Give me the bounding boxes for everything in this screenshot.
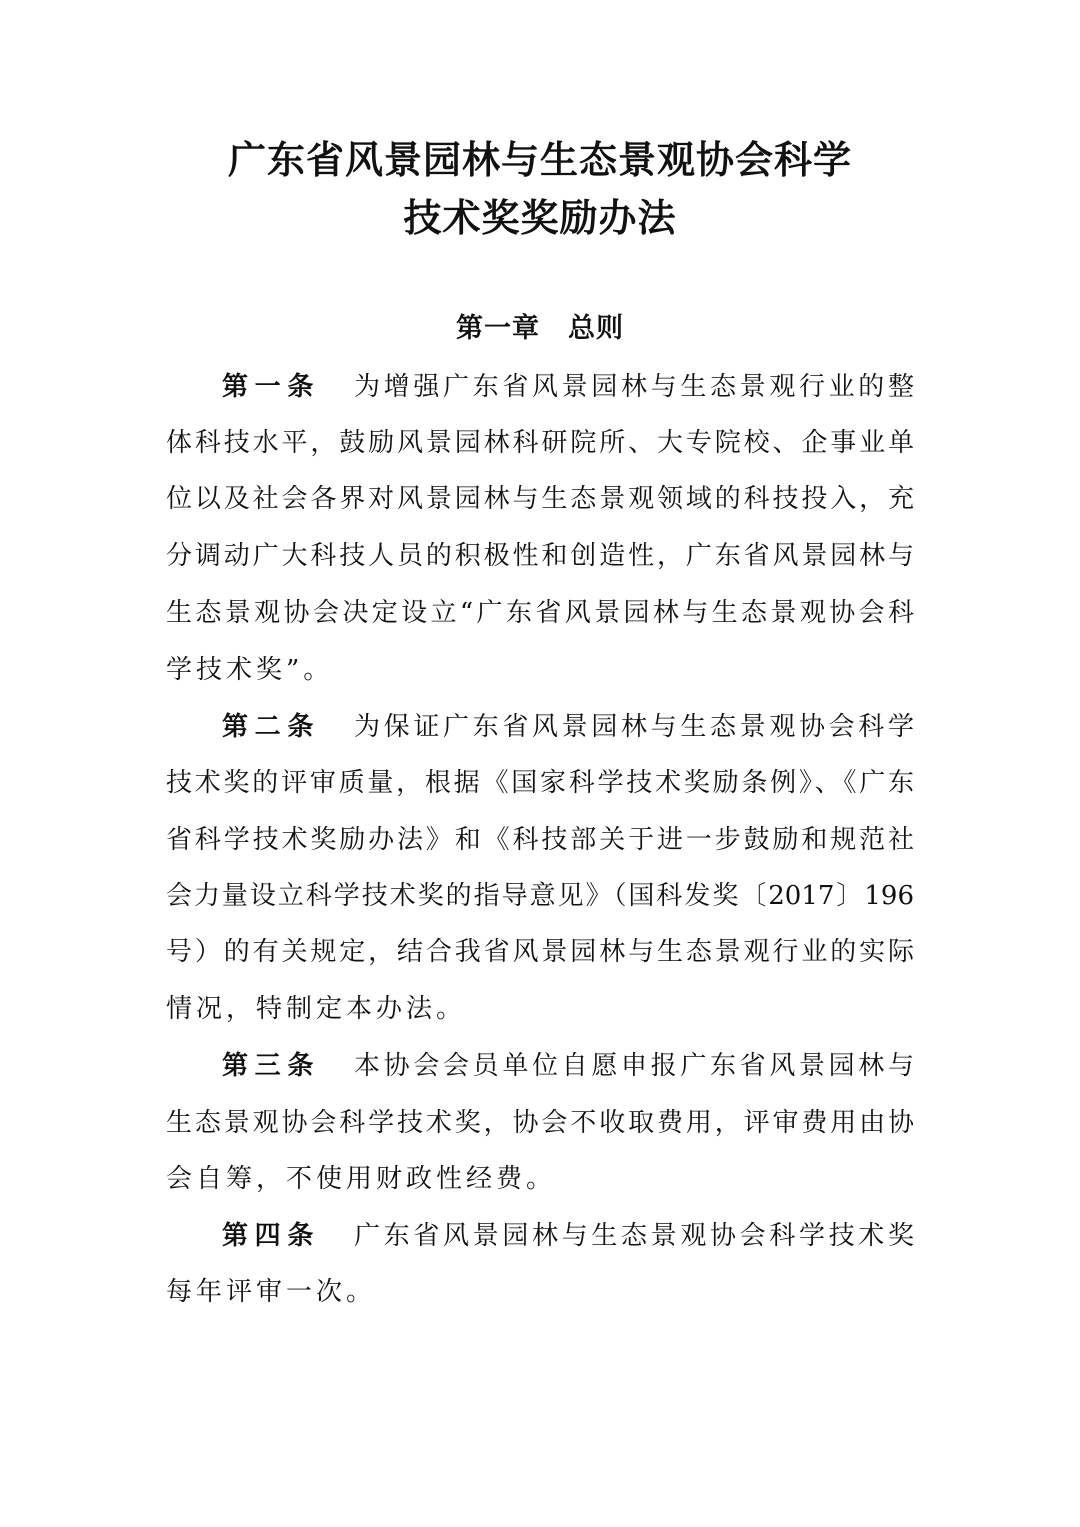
- article-4-first-line: [222, 1219, 914, 1253]
- article-3-line-2: 生态景观协会科学技术奖，协会不收取费用，评审费用由协: [166, 1108, 914, 1138]
- article-2-first-line: [222, 710, 914, 744]
- article-2-label: 第二条: [222, 712, 320, 742]
- article-4-label: 第四条: [222, 1221, 320, 1251]
- article-2-line-3: 省科学技术奖励办法》和《科技部关于进一步鼓励和规范社: [166, 825, 914, 855]
- article-3-label: 第三条: [222, 1051, 320, 1081]
- article-1-text: 为增强广东省风景园林与生态景观行业的整: [354, 372, 914, 402]
- article-3-first-line: [222, 1049, 914, 1083]
- article-1-label: 第一条: [222, 372, 320, 402]
- article-2-text: 为保证广东省风景园林与生态景观协会科学: [354, 712, 914, 742]
- article-1-line-2: 体科技水平，鼓励风景园林科研院所、大专院校、企事业单: [166, 428, 914, 458]
- article-2-line-5: 号）的有关规定，结合我省风景园林与生态景观行业的实际: [166, 937, 914, 967]
- article-1-first-line: [222, 370, 914, 404]
- article-2-line-2: 技术奖的评审质量，根据《国家科学技术奖励条例》、《广东: [166, 768, 914, 798]
- article-3-text: 本协会会员单位自愿申报广东省风景园林与: [354, 1051, 914, 1081]
- article-3-line-3: 会自筹，不使用财政性经费。: [166, 1164, 557, 1194]
- article-4-text: 广东省风景园林与生态景观协会科学技术奖: [354, 1221, 914, 1251]
- article-4-line-2: 每年评审一次。: [166, 1277, 377, 1307]
- chapter-heading: 第一章 总则: [456, 313, 624, 344]
- article-2-line-6: 情况，特制定本办法。: [166, 994, 467, 1024]
- article-1-line-6: 学技术奖”。: [166, 655, 334, 685]
- document-title-line-1: 广东省风景园林与生态景观协会科学: [227, 138, 852, 182]
- article-1-line-4: 分调动广大科技人员的积极性和创造性，广东省风景园林与: [166, 541, 914, 571]
- document-title-line-2: 技术奖奖励办法: [403, 196, 677, 240]
- article-2-line-4: 会力量设立科学技术奖的指导意见》（国科发奖〔2017〕196: [166, 881, 914, 911]
- article-1-line-3: 位以及社会各界对风景园林与生态景观领域的科技投入，充: [166, 484, 914, 514]
- article-1-line-5: 生态景观协会决定设立“广东省风景园林与生态景观协会科: [166, 598, 914, 628]
